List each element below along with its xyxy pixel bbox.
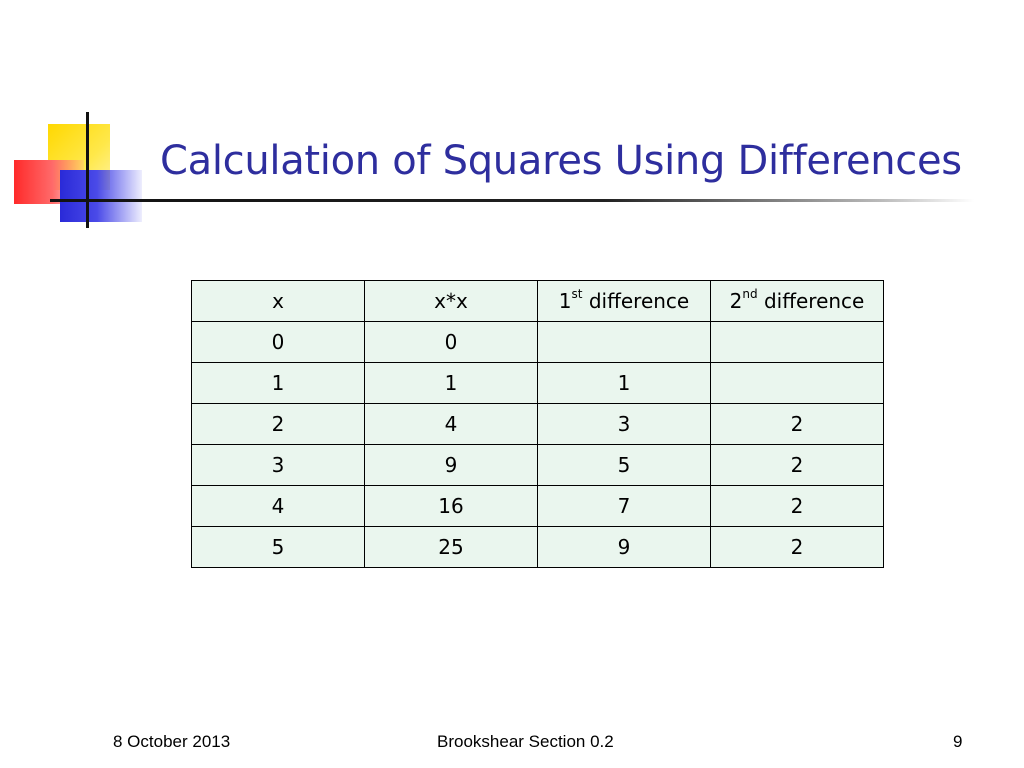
cell-x-squared: 1 [365, 363, 538, 404]
cell-second-difference: 2 [711, 527, 884, 568]
cell-x-squared: 0 [365, 322, 538, 363]
header-second-difference-number: 2 [729, 289, 743, 313]
footer-page-number: 9 [953, 732, 963, 751]
logo-vertical-line [86, 112, 89, 228]
cell-first-difference: 7 [538, 486, 711, 527]
cell-first-difference: 5 [538, 445, 711, 486]
table-row [192, 486, 884, 527]
header-second-difference-ordinal: nd [742, 287, 758, 302]
cell-first-difference: 9 [538, 527, 711, 568]
cell-x-squared: 9 [365, 445, 538, 486]
cell-first-difference: 3 [538, 404, 711, 445]
table-row [192, 527, 884, 568]
cell-second-difference [711, 363, 884, 404]
header-x [192, 281, 365, 322]
cell-second-difference: 2 [711, 486, 884, 527]
slide-title: Calculation of Squares Using Differences [160, 138, 962, 184]
header-first-difference-ordinal: st [571, 287, 583, 302]
differences-table [191, 280, 884, 568]
table-row [192, 363, 884, 404]
header-second-difference-text: difference [757, 289, 865, 313]
cell-x: 5 [192, 527, 365, 568]
cell-x-squared: 25 [365, 527, 538, 568]
cell-first-difference [538, 322, 711, 363]
cell-second-difference: 2 [711, 404, 884, 445]
slide-logo-decoration [0, 0, 160, 240]
table-row [192, 404, 884, 445]
header-x-squared [365, 281, 538, 322]
cell-x: 2 [192, 404, 365, 445]
footer-date: 8 October 2013 [113, 732, 231, 751]
cell-x: 0 [192, 322, 365, 363]
header-second-difference [711, 281, 884, 322]
header-first-difference [538, 281, 711, 322]
header-x-label: x [272, 289, 284, 313]
table-row [192, 445, 884, 486]
title-underline [50, 199, 974, 202]
cell-first-difference: 1 [538, 363, 711, 404]
cell-x-squared: 4 [365, 404, 538, 445]
cell-x: 1 [192, 363, 365, 404]
logo-blue-square [60, 170, 142, 222]
header-first-difference-text: difference [582, 289, 690, 313]
cell-x: 3 [192, 445, 365, 486]
cell-x-squared: 16 [365, 486, 538, 527]
cell-second-difference: 2 [711, 445, 884, 486]
cell-second-difference [711, 322, 884, 363]
cell-x: 4 [192, 486, 365, 527]
table-row [192, 322, 884, 363]
header-x-squared-label: x*x [434, 289, 468, 313]
footer-source: Brookshear Section 0.2 [437, 732, 614, 751]
header-first-difference-number: 1 [558, 289, 572, 313]
table-header-row [192, 281, 884, 322]
